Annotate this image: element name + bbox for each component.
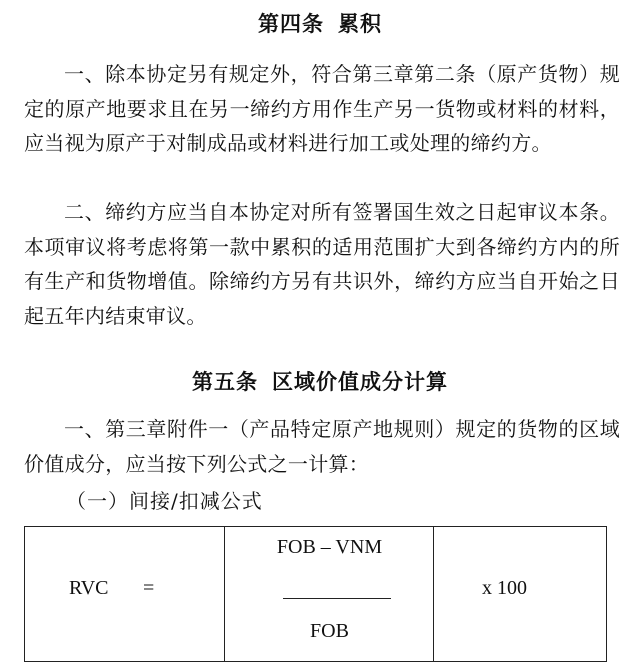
formula-multiplier: x 100 — [482, 577, 527, 599]
formula-fraction-cell — [225, 527, 434, 661]
formula-rvc-label: RVC — [69, 577, 109, 599]
article-4-paragraph-1: 一、除本协定另有规定外，符合第三章第二条（原产货物）规定的原产地要求且在另一缔约方用作生产另一货物或材料的材料，应当视为原产于对制成品或材料进行加工或处理的缔约方。 — [24, 62, 620, 155]
article-5-heading — [0, 366, 640, 396]
formula-multiplier-cell — [434, 527, 606, 661]
rvc-formula-table — [24, 526, 607, 662]
article-4-heading — [0, 8, 640, 38]
formula-denominator: FOB — [310, 620, 349, 642]
article-4-number: 第四条 — [258, 12, 324, 36]
article-5-title: 区域价值成分计算 — [272, 370, 448, 394]
article-4-paragraph-2: 二、缔约方应当自本协定对所有签署国生效之日起审议本条。本项审议将考虑将第一款中累积的适用范围扩大到各缔约方内的所有生产和货物增值。除缔约方另有共识外，缔约方应当自开始之日起五年内结束审议。 — [24, 200, 620, 328]
formula-numerator: FOB – VNM — [276, 536, 383, 558]
article-5-subheading: （一）间接/扣减公式 — [66, 489, 263, 513]
formula-lhs-cell — [25, 527, 225, 661]
formula-fraction-bar — [283, 598, 391, 599]
article-5-number: 第五条 — [192, 370, 258, 394]
formula-equals-sign: = — [143, 577, 155, 599]
article-5-paragraph-1: 一、第三章附件一（产品特定原产地规则）规定的货物的区域价值成分，应当按下列公式之一计算： — [24, 417, 620, 476]
article-4-title: 累积 — [338, 12, 382, 36]
